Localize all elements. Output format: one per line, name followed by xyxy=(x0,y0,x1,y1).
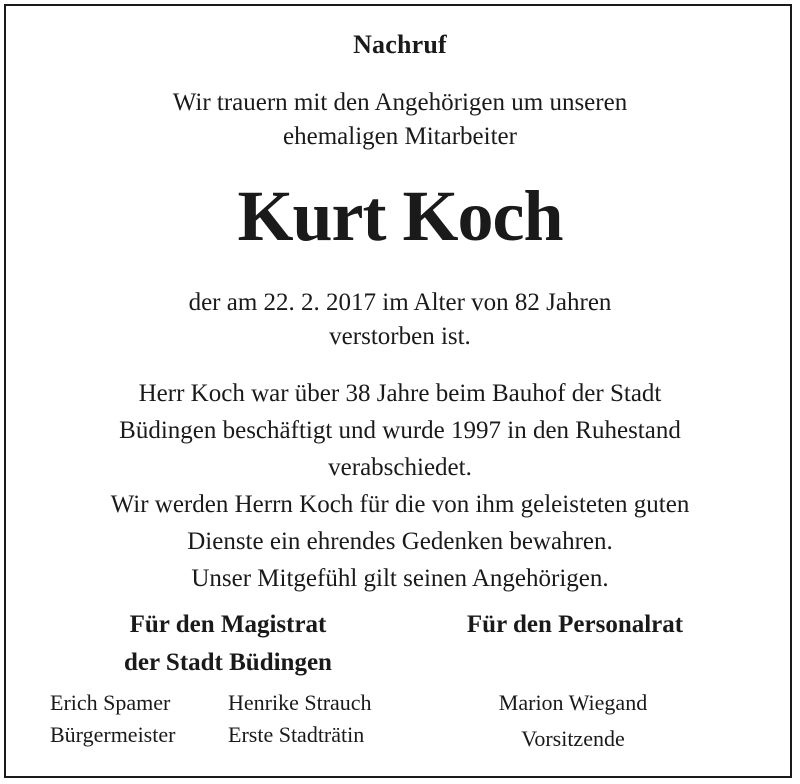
death-line: verstorben ist. xyxy=(329,323,471,350)
signatory-role: Bürgermeister xyxy=(50,722,176,747)
tribute-line: Wir werden Herrn Koch für die von ihm geleisteten guten xyxy=(110,491,690,518)
signatory-chair xyxy=(468,687,678,755)
tribute-line: verabschiedet. xyxy=(328,454,472,481)
signatory-role: Erste Stadträtin xyxy=(228,722,365,747)
signatory-role: Vorsitzende xyxy=(521,726,625,751)
notice-heading: Nachruf xyxy=(353,30,447,59)
signatory-mayor xyxy=(50,687,175,751)
intro-line: ehemaligen Mitarbeiter xyxy=(283,123,517,150)
deceased-name: Kurt Koch xyxy=(237,176,563,256)
death-text xyxy=(0,286,800,354)
tribute-line: Dienste ein ehrendes Gedenken bewahren. xyxy=(187,528,613,555)
signatory-name: Henrike Strauch xyxy=(228,690,372,715)
signatory-councillor xyxy=(228,687,372,751)
death-line: der am 22. 2. 2017 im Alter von 82 Jahren xyxy=(188,289,612,316)
intro-line: Wir trauern mit den Angehörigen um unseren xyxy=(172,89,628,116)
intro-text xyxy=(0,86,800,154)
signature-magistrat-heading xyxy=(88,606,368,682)
tribute-line: Unser Mitgefühl gilt seinen Angehörigen. xyxy=(191,565,609,592)
signature-personalrat-heading xyxy=(430,606,720,644)
tribute-text xyxy=(0,375,800,597)
signatory-name: Erich Spamer xyxy=(50,690,171,715)
tribute-line: Herr Koch war über 38 Jahre beim Bauhof der Stadt xyxy=(138,380,662,407)
signatory-name: Marion Wiegand xyxy=(498,690,648,715)
signature-heading-line: Für den Magistrat xyxy=(129,611,327,638)
signature-heading-line: der Stadt Büdingen xyxy=(124,649,332,676)
signature-heading-line: Für den Personalrat xyxy=(466,611,684,638)
tribute-line: Büdingen beschäftigt und wurde 1997 in den Ruhestand xyxy=(119,417,681,444)
